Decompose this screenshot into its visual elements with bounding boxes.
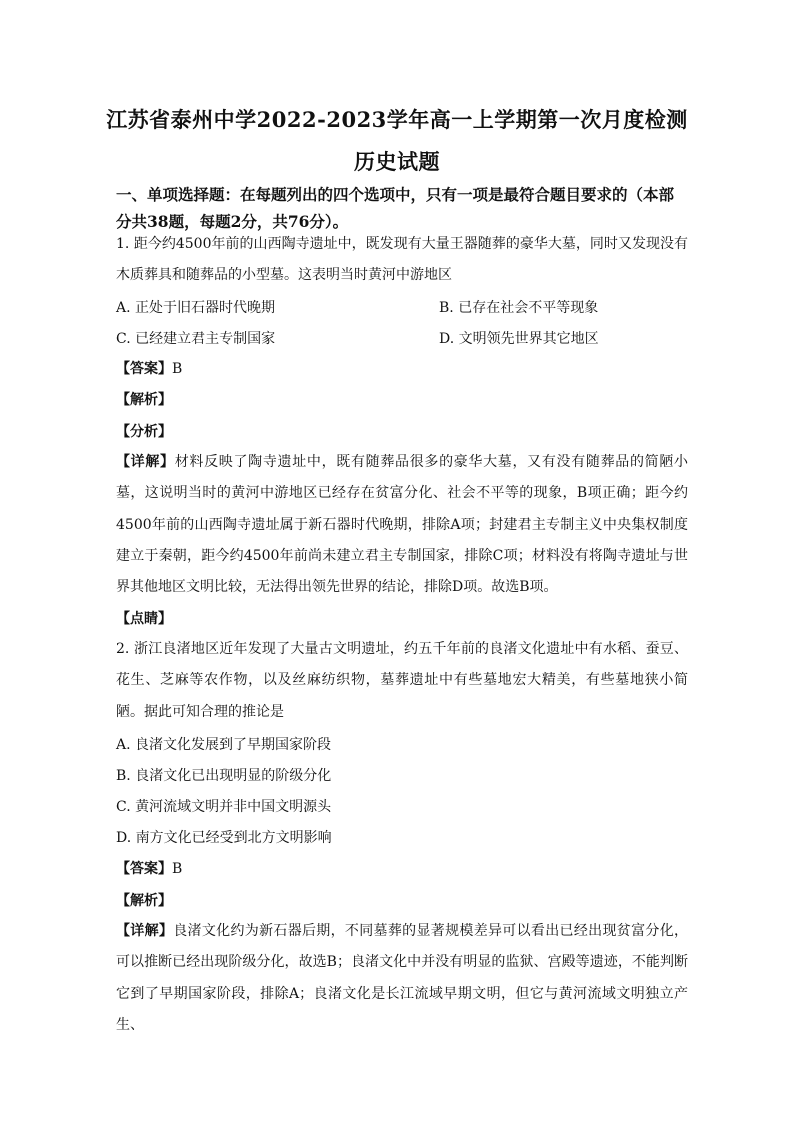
q2-answer-value: B bbox=[172, 861, 183, 877]
question-2-stem: 2. 浙江良渚地区近年发现了大量古文明遗址，约五千年前的良渚文化遗址中有水稻、蚕豆、花生、芝麻等农作物，以及丝麻纺织物，墓葬遗址中有些墓地宏大精美，有些墓地狭小简陋。据此可知合理的推论是 bbox=[116, 641, 688, 720]
exam-title: 江苏省泰州中学2022-2023学年高一上学期第一次月度检测 bbox=[106, 107, 688, 132]
q2-analysis-label: 【解析】 bbox=[116, 893, 172, 909]
q1-fenxi-label: 【分析】 bbox=[116, 424, 172, 440]
q1-option-c: C. 已经建立君主专制国家 bbox=[116, 331, 276, 347]
q1-answer-label: 【答案】 bbox=[116, 361, 172, 377]
q1-dianjing-label: 【点睛】 bbox=[116, 611, 172, 627]
q2-option-a: A. 良渚文化发展到了早期国家阶段 bbox=[116, 737, 332, 753]
q1-detail-label: 【详解】 bbox=[116, 454, 175, 470]
q1-answer-value: B bbox=[172, 361, 183, 377]
question-1-stem: 1. 距今约4500年前的山西陶寺遗址中，既发现有大量王器随葬的豪华大墓，同时又发现没有木质葬具和随葬品的小型墓。这表明当时黄河中游地区 bbox=[116, 236, 688, 284]
q1-answer bbox=[116, 358, 182, 380]
q1-detail bbox=[116, 447, 688, 603]
section-heading: 一、单项选择题：在每题列出的四个选项中，只有一项是最符合题目要求的（本部分共38题，每题2分，共76分）。 bbox=[116, 185, 675, 231]
q2-answer bbox=[116, 858, 182, 880]
q2-detail bbox=[116, 916, 688, 1041]
q2-option-d: D. 南方文化已经受到北方文明影响 bbox=[116, 830, 332, 846]
q1-option-d: D. 文明领先世界其它地区 bbox=[439, 331, 599, 347]
exam-subtitle: 历史试题 bbox=[354, 149, 440, 174]
q2-detail-text: 良渚文化约为新石器后期，不同墓葬的显著规模差异可以看出已经出现贫富分化，可以推断已经出现阶级分化，故选B；良渚文化中并没有明显的监狱、宫殿等遗迹，不能判断它到了早期国家阶段，排除A；良渚文化是长江流域早期文明，但它与黄河流域文明独立产生、 bbox=[116, 923, 689, 1033]
q2-detail-label: 【详解】 bbox=[116, 923, 174, 939]
q2-option-b: B. 良渚文化已出现明显的阶级分化 bbox=[116, 768, 332, 784]
q2-answer-label: 【答案】 bbox=[116, 861, 172, 877]
q1-analysis-label: 【解析】 bbox=[116, 392, 172, 408]
q1-option-a: A. 正处于旧石器时代晚期 bbox=[116, 300, 276, 316]
q2-option-c: C. 黄河流域文明并非中国文明源头 bbox=[116, 799, 332, 815]
q1-option-b: B. 已存在社会不平等现象 bbox=[439, 300, 599, 316]
q1-detail-text: 材料反映了陶寺遗址中，既有随葬品很多的豪华大墓，又有没有随葬品的简陋小墓，这说明当时的黄河中游地区已经存在贫富分化、社会不平等的现象，B项正确；距今约4500年前的山西陶寺遗址属于新石器时代晚期，排除A项；封建君主专制主义中央集权制度建立于秦朝，距今约4500年前尚未建立君主专制国家，排除C项；材料没有将陶寺遗址与世界其他地区文明比较，无法得出领先世界的结论，排除D项。故选B项。 bbox=[116, 454, 689, 596]
